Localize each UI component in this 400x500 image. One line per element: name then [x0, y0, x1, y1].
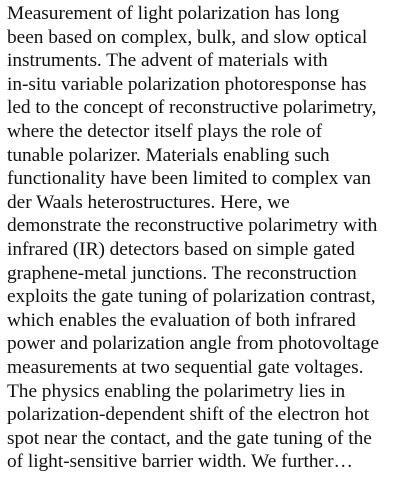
abstract-line: in-situ variable polarization photoresponse has — [7, 73, 367, 95]
abstract-line: power and polarization angle from photovoltage — [7, 333, 379, 355]
abstract-line: tunable polarizer. Materials enabling such — [7, 144, 330, 166]
abstract-line: infrared (IR) detectors based on simple gated — [7, 238, 355, 260]
abstract-line: measurements at two sequential gate voltages. — [7, 356, 364, 378]
abstract-line: graphene-metal junctions. The reconstruction — [7, 262, 357, 284]
abstract-line: Measurement of light polarization has long — [7, 3, 340, 24]
abstract-line: The physics enabling the polarimetry lies in — [7, 380, 346, 402]
abstract-line: of light-sensitive barrier width. We further… — [7, 451, 353, 473]
abstract-line: functionality have been limited to complex van — [7, 168, 371, 190]
abstract-line: led to the concept of reconstructive polarimetry, — [7, 97, 377, 119]
abstract-line: demonstrate the reconstructive polarimetry with — [7, 215, 378, 237]
abstract-line: polarization-dependent shift of the electron hot — [7, 404, 370, 426]
abstract-line: instruments. The advent of materials with — [7, 50, 328, 72]
abstract-line: exploits the gate tuning of polarization contrast, — [7, 286, 376, 308]
abstract-line: been based on complex, bulk, and slow optical — [7, 26, 368, 48]
abstract-line: der Waals heterostructures. Here, we — [7, 191, 290, 213]
abstract-line: which enables the evaluation of both infrared — [7, 309, 356, 331]
abstract-line: spot near the contact, and the gate tuning of the — [7, 427, 372, 449]
abstract-text — [7, 2, 394, 474]
abstract-line: where the detector itself plays the role of — [7, 120, 322, 142]
